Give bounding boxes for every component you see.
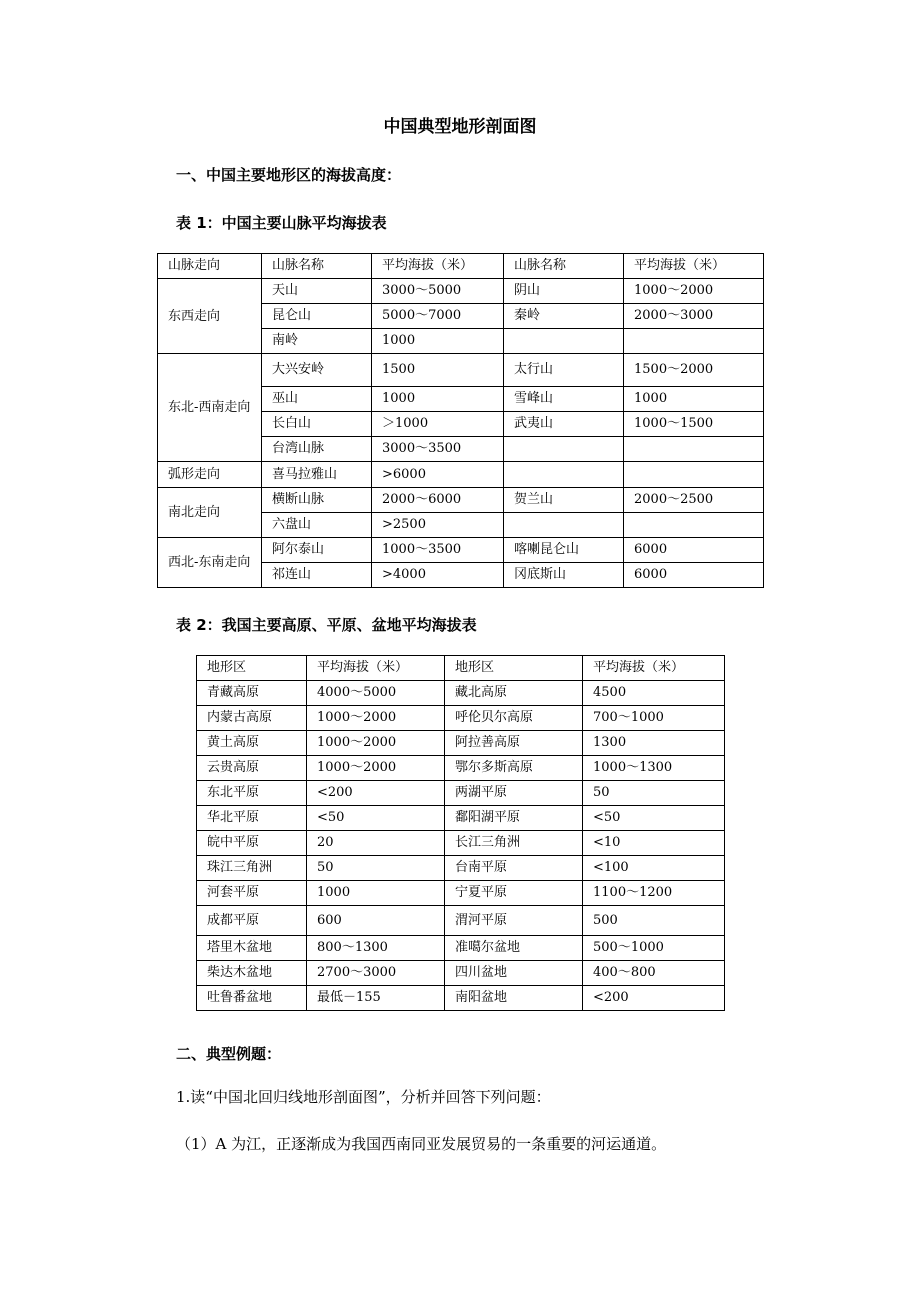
page-title: 中国典型地形剖面图 [383, 117, 537, 137]
table1-cell: 昆仑山 [262, 304, 372, 329]
table2-cell: 东北平原 [197, 781, 307, 806]
table1-cell [504, 329, 624, 354]
section-heading-1: 一、中国主要地形区的海拔高度： [176, 166, 402, 184]
table2-cell: 50 [583, 781, 725, 806]
table1-row [158, 354, 764, 387]
table2-cell: 4000～5000 [307, 681, 445, 706]
table1-row [158, 488, 764, 513]
table2-cell: 吐鲁番盆地 [197, 986, 307, 1011]
table2-cell: 1000～1300 [583, 756, 725, 781]
table2-row [197, 756, 725, 781]
table2-cell: 皖中平原 [197, 831, 307, 856]
table2-cell: 1000～2000 [307, 706, 445, 731]
table1-cell: 祁连山 [262, 563, 372, 588]
table1-row [158, 538, 764, 563]
table2-cell: 内蒙古高原 [197, 706, 307, 731]
table2-cell: <50 [583, 806, 725, 831]
table1-cell: 6000 [624, 538, 764, 563]
direction-cell: 东西走向 [158, 279, 262, 354]
table1-cell [624, 462, 764, 488]
table2-caption: 表 2：我国主要高原、平原、盆地平均海拔表 [176, 616, 477, 634]
table2-row [197, 936, 725, 961]
table2-cell: 云贵高原 [197, 756, 307, 781]
table1-cell: 横断山脉 [262, 488, 372, 513]
table2-row [197, 881, 725, 906]
table1-cell: 大兴安岭 [262, 354, 372, 387]
question-1: 1.读“中国北回归线地形剖面图”，分析并回答下列问题： [176, 1088, 551, 1106]
table2-cell: <200 [307, 781, 445, 806]
table1-cell: 长白山 [262, 412, 372, 437]
table2-cell: 2700～3000 [307, 961, 445, 986]
table2-cell: 华北平原 [197, 806, 307, 831]
table2-cell: 珠江三角洲 [197, 856, 307, 881]
plateau-plain-basin-table [196, 655, 725, 1011]
table1-cell: 贺兰山 [504, 488, 624, 513]
section-heading-2: 二、典型例题： [176, 1045, 282, 1063]
table2-cell: 500 [583, 906, 725, 936]
table2-cell: 呼伦贝尔高原 [445, 706, 583, 731]
table2-cell: 20 [307, 831, 445, 856]
table1-cell: 武夷山 [504, 412, 624, 437]
table2-row [197, 831, 725, 856]
table2-cell: 最低－155 [307, 986, 445, 1011]
table2-cell: 1000～2000 [307, 756, 445, 781]
table2-cell: <200 [583, 986, 725, 1011]
table1-cell [504, 513, 624, 538]
table1-cell: 南岭 [262, 329, 372, 354]
direction-cell: 南北走向 [158, 488, 262, 538]
table1-cell: 5000～7000 [372, 304, 504, 329]
table1-cell: >4000 [372, 563, 504, 588]
table1-row [158, 279, 764, 304]
table2-cell: 1000 [307, 881, 445, 906]
table1-cell [624, 437, 764, 462]
table2-cell: 黄土高原 [197, 731, 307, 756]
table1-cell: 秦岭 [504, 304, 624, 329]
table2-cell: 4500 [583, 681, 725, 706]
table1-cell: 1000 [372, 329, 504, 354]
table2-cell: 1000～2000 [307, 731, 445, 756]
table1-cell: 阿尔泰山 [262, 538, 372, 563]
table2-cell: 准噶尔盆地 [445, 936, 583, 961]
table2-cell: 长江三角洲 [445, 831, 583, 856]
table2-cell: 鄂尔多斯高原 [445, 756, 583, 781]
table1-cell: 1000～2000 [624, 279, 764, 304]
table2-cell: 800～1300 [307, 936, 445, 961]
table1-cell: 2000～2500 [624, 488, 764, 513]
table2-cell: 50 [307, 856, 445, 881]
table2-row [197, 731, 725, 756]
table2-cell: 台南平原 [445, 856, 583, 881]
table1-header-cell: 平均海拔（米） [624, 254, 764, 279]
table2-row [197, 856, 725, 881]
table2-header-cell: 平均海拔（米） [583, 656, 725, 681]
table1-cell [504, 437, 624, 462]
table1-cell: 3000～5000 [372, 279, 504, 304]
table2-row [197, 706, 725, 731]
table2-cell: 鄱阳湖平原 [445, 806, 583, 831]
table2-cell: 400～800 [583, 961, 725, 986]
table1-cell: 6000 [624, 563, 764, 588]
table1-cell [624, 513, 764, 538]
table1-cell: 1500 [372, 354, 504, 387]
table2-cell: 南阳盆地 [445, 986, 583, 1011]
table1-cell: 2000～3000 [624, 304, 764, 329]
table1-cell: 1500～2000 [624, 354, 764, 387]
table1-cell: 雪峰山 [504, 387, 624, 412]
table2-cell: 四川盆地 [445, 961, 583, 986]
table1-header-cell: 山脉走向 [158, 254, 262, 279]
table1-header-cell: 平均海拔（米） [372, 254, 504, 279]
table1-cell: 阴山 [504, 279, 624, 304]
table1-cell: ＞1000 [372, 412, 504, 437]
table1-cell: 3000～3500 [372, 437, 504, 462]
table2-cell: 500～1000 [583, 936, 725, 961]
table2-cell: 阿拉善高原 [445, 731, 583, 756]
direction-cell: 东北-西南走向 [158, 354, 262, 462]
table1-cell: 巫山 [262, 387, 372, 412]
table2-cell: 600 [307, 906, 445, 936]
table2-cell: 宁夏平原 [445, 881, 583, 906]
table2-cell: 1300 [583, 731, 725, 756]
table1-row [158, 462, 764, 488]
question-1-part-1: （1）A 为江，正逐渐成为我国西南同亚发展贸易的一条重要的河运通道。 [176, 1135, 667, 1153]
table2-row [197, 781, 725, 806]
table1-cell: 喜马拉雅山 [262, 462, 372, 488]
table1-cell [504, 462, 624, 488]
table1-cell: 1000 [372, 387, 504, 412]
table2-cell: <10 [583, 831, 725, 856]
table2-cell: 藏北高原 [445, 681, 583, 706]
table1-cell: 1000 [624, 387, 764, 412]
table2-row [197, 906, 725, 936]
table2-header-row [197, 656, 725, 681]
table1-caption: 表 1：中国主要山脉平均海拔表 [176, 214, 387, 232]
mountain-altitude-table [157, 253, 764, 588]
table2-cell: 青藏高原 [197, 681, 307, 706]
table1-cell: >2500 [372, 513, 504, 538]
table1-cell: 冈底斯山 [504, 563, 624, 588]
table1-cell: 天山 [262, 279, 372, 304]
table2-header-cell: 地形区 [197, 656, 307, 681]
table2-cell: 成都平原 [197, 906, 307, 936]
direction-cell: 弧形走向 [158, 462, 262, 488]
table2-row [197, 986, 725, 1011]
table2-cell: <50 [307, 806, 445, 831]
table2-header-cell: 平均海拔（米） [307, 656, 445, 681]
table1-cell: 台湾山脉 [262, 437, 372, 462]
table1-cell: >6000 [372, 462, 504, 488]
table2-cell: 渭河平原 [445, 906, 583, 936]
table2-cell: 700～1000 [583, 706, 725, 731]
table1-header-row [158, 254, 764, 279]
direction-cell: 西北-东南走向 [158, 538, 262, 588]
table1-cell: 太行山 [504, 354, 624, 387]
table1-cell [624, 329, 764, 354]
table2-cell: 塔里木盆地 [197, 936, 307, 961]
table1-cell: 1000～3500 [372, 538, 504, 563]
table2-cell: <100 [583, 856, 725, 881]
table1-cell: 2000～6000 [372, 488, 504, 513]
table2-cell: 河套平原 [197, 881, 307, 906]
table2-header-cell: 地形区 [445, 656, 583, 681]
table1-header-cell: 山脉名称 [262, 254, 372, 279]
table1-cell: 喀喇昆仑山 [504, 538, 624, 563]
table2-cell: 1100～1200 [583, 881, 725, 906]
table1-cell: 1000～1500 [624, 412, 764, 437]
table2-cell: 柴达木盆地 [197, 961, 307, 986]
table2-row [197, 806, 725, 831]
table2-row [197, 681, 725, 706]
table2-cell: 两湖平原 [445, 781, 583, 806]
table1-cell: 六盘山 [262, 513, 372, 538]
table2-row [197, 961, 725, 986]
table1-header-cell: 山脉名称 [504, 254, 624, 279]
